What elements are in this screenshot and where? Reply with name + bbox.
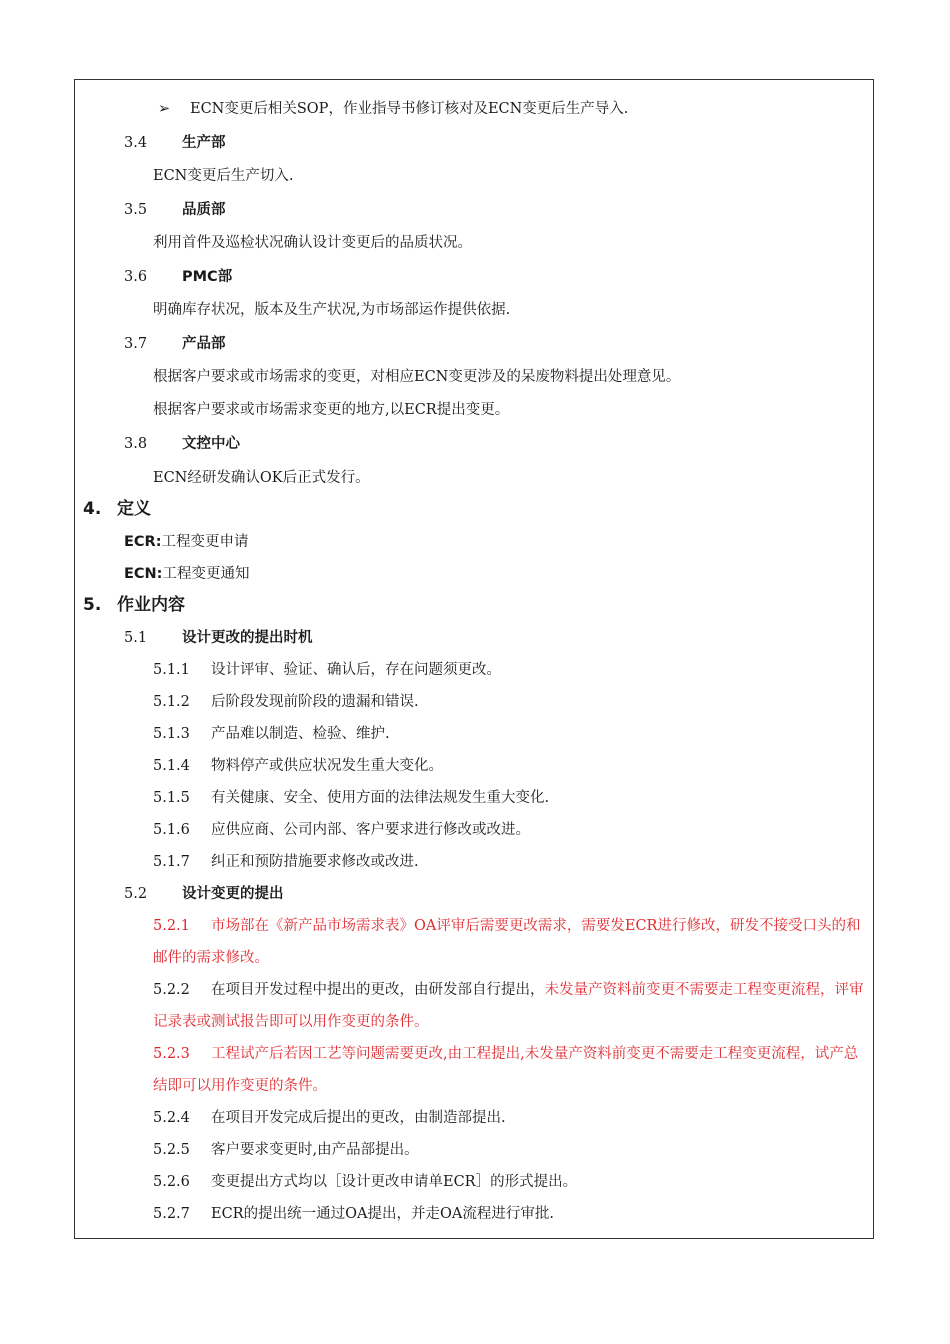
item-number: 5.2.1 (153, 918, 190, 934)
item-number: 5.2.5 (153, 1142, 190, 1158)
list-item-5-2-1 (153, 910, 869, 974)
item-number: 5.1.4 (153, 758, 190, 774)
section-3-7-body-1: 根据客户要求或市场需求的变更，对相应ECN变更涉及的呆废物料提出处理意见。 (153, 369, 681, 385)
section-3-5-heading (124, 200, 226, 220)
item-text: 有关健康、安全、使用方面的法律法规发生重大变化. (211, 790, 550, 806)
section-title: 定义 (117, 499, 151, 519)
section-4-heading (83, 498, 151, 520)
item-text: 设计评审、验证、确认后，存在问题须更改。 (211, 662, 501, 678)
item-text: 市场部在《新产品市场需求表》OA评审后需要更改需求，需要发ECR进行修改，研发不接受口头的和邮件的需求修改。 (153, 918, 861, 966)
item-number: 5.1.3 (153, 726, 190, 742)
definition-text: 工程变更通知 (162, 566, 250, 582)
list-item-5-2-4 (153, 1108, 506, 1128)
section-title: 产品部 (182, 336, 226, 352)
bullet-item (158, 99, 628, 119)
list-item (153, 756, 443, 776)
item-text: 产品难以制造、检验、维护. (211, 726, 390, 742)
section-3-6-heading (124, 267, 232, 287)
list-item-5-2-7 (153, 1204, 554, 1224)
section-number: 3.6 (124, 269, 148, 285)
section-number: 5. (83, 595, 102, 615)
section-title: 设计变更的提出 (182, 886, 284, 902)
item-number: 5.2.3 (153, 1046, 190, 1062)
item-number: 5.1.2 (153, 694, 190, 710)
item-text: 在项目开发完成后提出的更改，由制造部提出. (211, 1110, 506, 1126)
item-text: 后阶段发现前阶段的遗漏和错误. (211, 694, 419, 710)
item-text: 工程试产后若因工艺等问题需要更改,由工程提出,未发量产资料前变更不需要走工程变更流程，试产总结即可以用作变更的条件。 (153, 1046, 859, 1094)
list-item (153, 820, 530, 840)
list-item-5-2-2 (153, 974, 869, 1038)
section-title: 作业内容 (117, 595, 185, 615)
item-text-highlight: 未发量产资料前变更不需要走工程变更流程，评审记录表或测试报告即可以用作变更的条件。 (153, 982, 864, 1030)
section-number: 3.4 (124, 135, 148, 151)
list-item-5-2-5 (153, 1140, 419, 1160)
list-item (153, 788, 549, 808)
item-number: 5.2.2 (153, 982, 190, 998)
item-text: ECR的提出统一通过OA提出，并走OA流程进行审批. (211, 1206, 554, 1222)
section-title: 设计更改的提出时机 (182, 630, 313, 646)
section-3-4-body: ECN变更后生产切入. (153, 168, 294, 184)
item-number: 5.1.7 (153, 854, 190, 870)
section-title: 文控中心 (182, 436, 240, 452)
section-number: 5.1 (124, 630, 148, 646)
section-number: 3.5 (124, 202, 148, 218)
arrow-bullet-icon: ➢ (158, 101, 171, 117)
list-item-5-2-3 (153, 1038, 869, 1102)
item-text: 应供应商、公司内部、客户要求进行修改或改进。 (211, 822, 530, 838)
definition-ecr (124, 532, 249, 552)
definition-term: ECN: (124, 566, 163, 582)
list-item (153, 724, 390, 744)
section-number: 3.7 (124, 336, 148, 352)
section-3-5-body: 利用首件及巡检状况确认设计变更后的品质状况。 (153, 235, 472, 251)
item-text: 客户要求变更时,由产品部提出。 (211, 1142, 419, 1158)
item-number: 5.2.6 (153, 1174, 190, 1190)
item-number: 5.1.1 (153, 662, 190, 678)
section-3-7-heading (124, 334, 226, 354)
item-number: 5.2.7 (153, 1206, 190, 1222)
section-3-8-heading (124, 434, 240, 454)
section-3-7-body-2: 根据客户要求或市场需求变更的地方,以ECR提出变更。 (153, 402, 510, 418)
bullet-text: ECN变更后相关SOP，作业指导书修订核对及ECN变更后生产导入. (190, 101, 629, 117)
section-5-2-heading (124, 884, 284, 904)
definition-text: 工程变更申请 (161, 534, 249, 550)
list-item (153, 852, 419, 872)
section-title: PMC部 (182, 269, 233, 285)
list-item-5-2-6 (153, 1172, 577, 1192)
item-text: 在项目开发过程中提出的更改，由研发部自行提出， (211, 982, 545, 998)
item-text: 物料停产或供应状况发生重大变化。 (211, 758, 443, 774)
section-number: 4. (83, 499, 102, 519)
item-number: 5.1.5 (153, 790, 190, 806)
list-item (153, 692, 419, 712)
item-number: 5.2.4 (153, 1110, 190, 1126)
section-3-6-body: 明确库存状况，版本及生产状况,为市场部运作提供依据. (153, 302, 511, 318)
list-item (153, 660, 501, 680)
item-text: 变更提出方式均以［设计更改申请单ECR］的形式提出。 (211, 1174, 578, 1190)
section-number: 5.2 (124, 886, 148, 902)
definition-ecn (124, 564, 249, 584)
section-5-1-heading (124, 628, 313, 648)
item-number: 5.1.6 (153, 822, 190, 838)
definition-term: ECR: (124, 534, 162, 550)
section-3-4-heading (124, 133, 226, 153)
section-title: 品质部 (182, 202, 226, 218)
section-3-8-body: ECN经研发确认OK后正式发行。 (153, 470, 370, 486)
section-5-heading (83, 594, 185, 616)
section-number: 3.8 (124, 436, 148, 452)
item-text: 纠正和预防措施要求修改或改进. (211, 854, 419, 870)
section-title: 生产部 (182, 135, 226, 151)
